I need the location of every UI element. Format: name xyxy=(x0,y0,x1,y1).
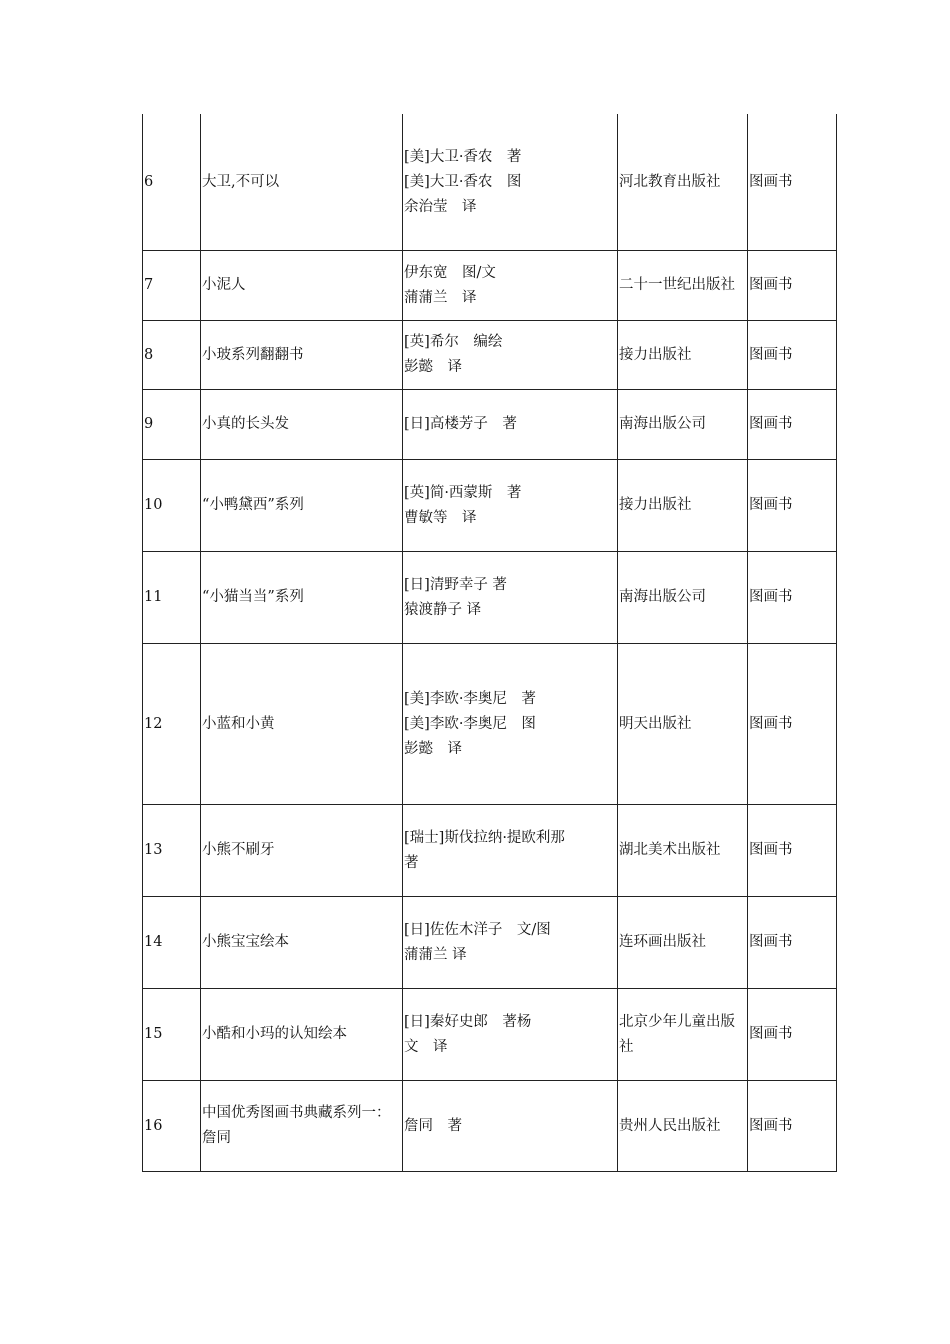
author-line: 文 译 xyxy=(404,1038,448,1055)
book-publisher: 二十一世纪出版社 xyxy=(618,251,748,321)
book-author xyxy=(403,644,618,805)
book-type: 图画书 xyxy=(748,251,837,321)
book-type: 图画书 xyxy=(748,897,837,989)
table-row xyxy=(143,552,837,644)
author-line: 伊东宽 图/文 xyxy=(404,264,496,281)
book-author xyxy=(403,552,618,644)
book-publisher: 接力出版社 xyxy=(618,321,748,390)
author-line: [瑞士]斯伐拉纳·提欧利那 xyxy=(404,829,565,846)
book-title: 中国优秀图画书典藏系列一：詹同 xyxy=(201,1081,403,1172)
book-author xyxy=(403,390,618,460)
book-title: “小猫当当”系列 xyxy=(201,552,403,644)
row-number: 13 xyxy=(143,805,201,897)
book-author xyxy=(403,114,618,251)
author-line: [美]李欧·李奥尼 著 xyxy=(404,690,536,707)
book-type: 图画书 xyxy=(748,114,837,251)
author-line: 詹同 著 xyxy=(404,1117,462,1134)
book-author xyxy=(403,460,618,552)
book-author xyxy=(403,321,618,390)
author-line: 蒲蒲兰 译 xyxy=(404,946,467,963)
book-publisher: 接力出版社 xyxy=(618,460,748,552)
book-title: 小泥人 xyxy=(201,251,403,321)
book-publisher: 连环画出版社 xyxy=(618,897,748,989)
author-line: [日]秦好史郎 著杨 xyxy=(404,1013,532,1030)
book-type: 图画书 xyxy=(748,390,837,460)
book-author xyxy=(403,251,618,321)
book-publisher: 贵州人民出版社 xyxy=(618,1081,748,1172)
table-row xyxy=(143,114,837,251)
table-row xyxy=(143,251,837,321)
book-title: “小鸭黛西”系列 xyxy=(201,460,403,552)
book-type: 图画书 xyxy=(748,552,837,644)
book-type: 图画书 xyxy=(748,644,837,805)
book-title: 小熊不刷牙 xyxy=(201,805,403,897)
table-row xyxy=(143,989,837,1081)
author-line: [日]佐佐木洋子 文/图 xyxy=(404,921,551,938)
book-title: 小玻系列翻翻书 xyxy=(201,321,403,390)
book-type: 图画书 xyxy=(748,1081,837,1172)
table-row xyxy=(143,897,837,989)
row-number: 15 xyxy=(143,989,201,1081)
author-line: 猿渡静子 译 xyxy=(404,601,482,618)
book-type: 图画书 xyxy=(748,805,837,897)
author-line: [美]李欧·李奥尼 图 xyxy=(404,715,536,732)
author-line: [日]高楼芳子 著 xyxy=(404,416,517,432)
book-title: 小蓝和小黄 xyxy=(201,644,403,805)
book-publisher: 明天出版社 xyxy=(618,644,748,805)
row-number: 11 xyxy=(143,552,201,644)
table-row xyxy=(143,644,837,805)
book-title: 小酷和小玛的认知绘本 xyxy=(201,989,403,1081)
table-row xyxy=(143,321,837,390)
author-line: 余治莹 译 xyxy=(404,198,477,215)
author-line: [英]希尔 编绘 xyxy=(404,334,503,350)
author-line: 彭懿 译 xyxy=(404,740,462,757)
book-list-table xyxy=(142,114,837,1172)
row-number: 7 xyxy=(143,251,201,321)
book-title: 小熊宝宝绘本 xyxy=(201,897,403,989)
author-line: [日]清野幸子 著 xyxy=(404,576,507,593)
row-number: 14 xyxy=(143,897,201,989)
book-publisher: 南海出版公司 xyxy=(618,552,748,644)
author-line: [美]大卫·香农 著 xyxy=(404,148,522,165)
book-type: 图画书 xyxy=(748,989,837,1081)
row-number: 12 xyxy=(143,644,201,805)
book-title: 大卫,不可以 xyxy=(201,114,403,251)
book-publisher: 南海出版公司 xyxy=(618,390,748,460)
row-number: 9 xyxy=(143,390,201,460)
book-author xyxy=(403,805,618,897)
book-publisher: 湖北美术出版社 xyxy=(618,805,748,897)
book-title: 小真的长头发 xyxy=(201,390,403,460)
author-line: [美]大卫·香农 图 xyxy=(404,173,522,190)
row-number: 8 xyxy=(143,321,201,390)
row-number: 6 xyxy=(143,114,201,251)
table-row xyxy=(143,1081,837,1172)
table-row xyxy=(143,805,837,897)
author-line: [英]简·西蒙斯 著 xyxy=(404,484,522,501)
author-line: 彭懿 译 xyxy=(404,359,462,375)
row-number: 10 xyxy=(143,460,201,552)
book-author xyxy=(403,989,618,1081)
book-type: 图画书 xyxy=(748,321,837,390)
author-line: 蒲蒲兰 译 xyxy=(404,289,477,306)
row-number: 16 xyxy=(143,1081,201,1172)
book-author xyxy=(403,1081,618,1172)
book-type: 图画书 xyxy=(748,460,837,552)
book-publisher: 北京少年儿童出版社 xyxy=(618,989,748,1081)
table-row xyxy=(143,390,837,460)
table-row xyxy=(143,460,837,552)
author-line: 曹敏等 译 xyxy=(404,509,477,526)
book-author xyxy=(403,897,618,989)
book-publisher: 河北教育出版社 xyxy=(618,114,748,251)
author-line: 著 xyxy=(404,854,419,871)
